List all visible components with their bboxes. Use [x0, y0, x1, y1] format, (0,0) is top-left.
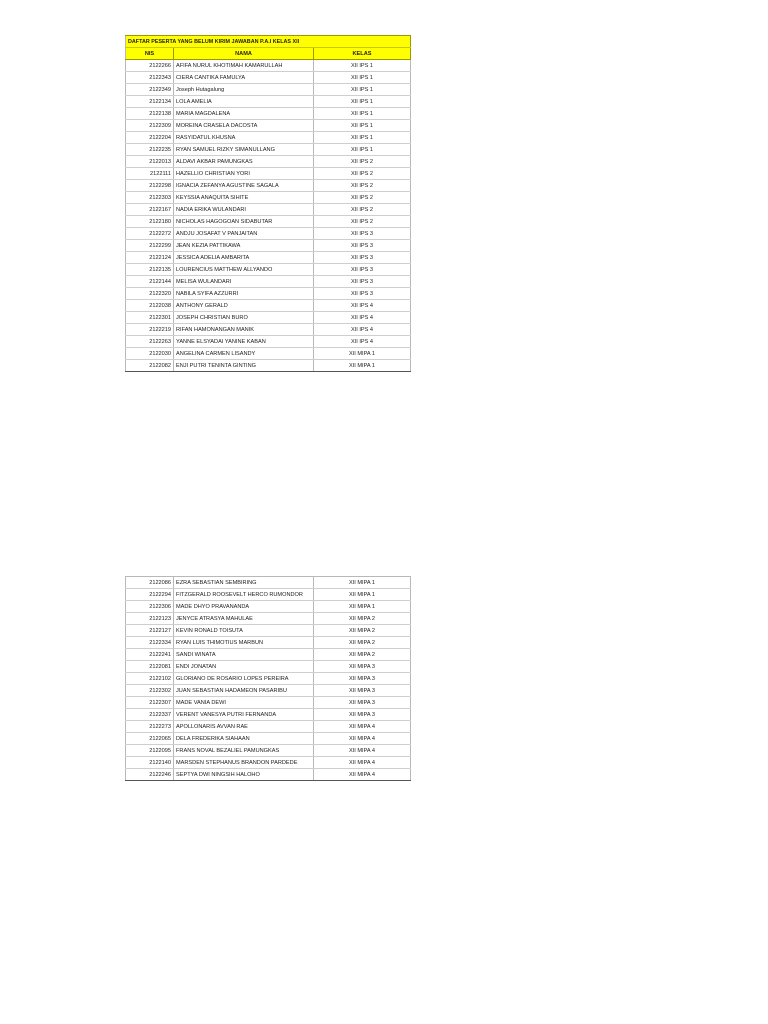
cell-nama: IGNACIA ZEFANYA AGUSTINE SAGALA [174, 180, 314, 192]
cell-kelas: XII IPS 2 [314, 180, 411, 192]
cell-nis: 2122013 [126, 156, 174, 168]
table-row [126, 697, 411, 709]
cell-nama: CIERA CANTIKA FAMULYA [174, 72, 314, 84]
cell-nis: 2122180 [126, 216, 174, 228]
table-row [126, 108, 411, 120]
table-row [126, 348, 411, 360]
cell-nama: ALDAVI AKBAR PAMUNGKAS [174, 156, 314, 168]
table-row [126, 637, 411, 649]
cell-kelas: XII IPS 2 [314, 168, 411, 180]
table-row [126, 84, 411, 96]
cell-nama: RIFAN HAMONANGAN MANIK [174, 324, 314, 336]
cell-kelas: XII MIPA 4 [314, 745, 411, 757]
table-row [126, 312, 411, 324]
cell-kelas: XII IPS 3 [314, 288, 411, 300]
cell-kelas: XII IPS 3 [314, 240, 411, 252]
cell-nama: HAZELLIO CHRISTIAN YORI [174, 168, 314, 180]
cell-nama: JUAN SEBASTIAN HADAMEON PASARIBU [174, 685, 314, 697]
cell-nis: 2122135 [126, 264, 174, 276]
cell-kelas: XII IPS 2 [314, 204, 411, 216]
cell-nis: 2122266 [126, 60, 174, 72]
cell-nama: APOLLONARIS AVVAN RAE [174, 721, 314, 733]
table-row [126, 300, 411, 312]
cell-nis: 2122111 [126, 168, 174, 180]
cell-kelas: XII MIPA 3 [314, 673, 411, 685]
table-row [126, 96, 411, 108]
cell-kelas: XII IPS 1 [314, 120, 411, 132]
table-row [126, 673, 411, 685]
table-row [126, 589, 411, 601]
cell-nama: FRANS NOVAL BEZALIEL PAMUNGKAS [174, 745, 314, 757]
cell-nis: 2122272 [126, 228, 174, 240]
cell-kelas: XII MIPA 1 [314, 348, 411, 360]
cell-kelas: XII IPS 1 [314, 60, 411, 72]
table-row [126, 721, 411, 733]
table-row [126, 324, 411, 336]
table-row [126, 240, 411, 252]
cell-kelas: XII MIPA 2 [314, 625, 411, 637]
cell-nis: 2122246 [126, 769, 174, 781]
cell-nama: SANDI WINATA [174, 649, 314, 661]
cell-kelas: XII MIPA 3 [314, 697, 411, 709]
table-row [126, 649, 411, 661]
cell-nis: 2122299 [126, 240, 174, 252]
cell-kelas: XII MIPA 4 [314, 769, 411, 781]
cell-nis: 2122144 [126, 276, 174, 288]
cell-nama: ANDJU JOSAFAT V PANJAITAN [174, 228, 314, 240]
cell-nis: 2122303 [126, 192, 174, 204]
table-row [126, 216, 411, 228]
cell-nis: 2122334 [126, 637, 174, 649]
cell-nama: RYAN SAMUEL RIZKY SIMANULLANG [174, 144, 314, 156]
table-row [126, 120, 411, 132]
cell-nis: 2122138 [126, 108, 174, 120]
cell-kelas: XII IPS 1 [314, 96, 411, 108]
table-row [126, 144, 411, 156]
table-row [126, 132, 411, 144]
table-row [126, 709, 411, 721]
cell-nis: 2122030 [126, 348, 174, 360]
cell-nama: MELISA WULANDARI [174, 276, 314, 288]
cell-kelas: XII MIPA 3 [314, 661, 411, 673]
cell-nama: MARSDEN STEPHANUS BRANDON PARDEDE [174, 757, 314, 769]
cell-kelas: XII MIPA 1 [314, 601, 411, 613]
student-table-page-2 [125, 576, 411, 781]
table-row [126, 204, 411, 216]
header-kelas: KELAS [314, 48, 411, 60]
cell-kelas: XII IPS 2 [314, 156, 411, 168]
cell-nis: 2122298 [126, 180, 174, 192]
cell-nama: JENYCE ATRASYA MAHULAE [174, 613, 314, 625]
cell-nama: ANGELINA CARMEN LISANDY [174, 348, 314, 360]
cell-nama: MADE DHYO PRAVANANDA [174, 601, 314, 613]
table-row [126, 625, 411, 637]
cell-nis: 2122349 [126, 84, 174, 96]
cell-kelas: XII IPS 1 [314, 108, 411, 120]
cell-nama: KEVIN RONALD TOISUTA [174, 625, 314, 637]
cell-nama: NADIA ERIKA WULANDARI [174, 204, 314, 216]
table-row [126, 288, 411, 300]
cell-nama: JOSEPH CHRISTIAN BURO [174, 312, 314, 324]
cell-nis: 2122140 [126, 757, 174, 769]
cell-kelas: XII IPS 4 [314, 312, 411, 324]
sheet-title: DAFTAR PESERTA YANG BELUM KIRIM JAWABAN P.A.I KELAS XII [126, 36, 411, 48]
table-row [126, 733, 411, 745]
cell-nama: ANTHONY GERALD [174, 300, 314, 312]
table-row [126, 336, 411, 348]
cell-kelas: XII MIPA 3 [314, 685, 411, 697]
cell-nis: 2122134 [126, 96, 174, 108]
table-row [126, 72, 411, 84]
cell-nama: MARIA MAGDALENA [174, 108, 314, 120]
cell-nama: NICHOLAS HAGOGOAN SIDABUTAR [174, 216, 314, 228]
cell-kelas: XII IPS 4 [314, 324, 411, 336]
cell-nis: 2122294 [126, 589, 174, 601]
table-row [126, 601, 411, 613]
cell-nis: 2122038 [126, 300, 174, 312]
cell-nama: SEPTYA DWI NINGSIH HALOHO [174, 769, 314, 781]
cell-nis: 2122337 [126, 709, 174, 721]
cell-nama: AFIFA NURUL KHOTIMAH KAMARULLAH [174, 60, 314, 72]
cell-kelas: XII MIPA 1 [314, 577, 411, 589]
cell-nis: 2122235 [126, 144, 174, 156]
cell-nama: LOURENCIUS MATTHEW ALLYANDO [174, 264, 314, 276]
cell-nama: VERENT VANESYA PUTRI FERNANDA [174, 709, 314, 721]
table-row [126, 360, 411, 372]
table-row [126, 661, 411, 673]
cell-kelas: XII MIPA 2 [314, 649, 411, 661]
cell-nama: EZRA SEBASTIAN SEMBIRING [174, 577, 314, 589]
cell-nis: 2122127 [126, 625, 174, 637]
cell-kelas: XII MIPA 4 [314, 733, 411, 745]
cell-kelas: XII MIPA 2 [314, 637, 411, 649]
cell-nama: RASYIDATUL KHUSNA [174, 132, 314, 144]
table-row [126, 264, 411, 276]
cell-nis: 2122241 [126, 649, 174, 661]
cell-nama: JESSICA ADELIA AMBARITA [174, 252, 314, 264]
column-header-row [126, 48, 411, 60]
cell-nis: 2122302 [126, 685, 174, 697]
cell-nama: JEAN KEZIA PATTIKAWA [174, 240, 314, 252]
cell-nis: 2122320 [126, 288, 174, 300]
cell-kelas: XII IPS 4 [314, 300, 411, 312]
cell-kelas: XII IPS 2 [314, 192, 411, 204]
sheet-title-row [126, 36, 411, 48]
table-row [126, 613, 411, 625]
cell-nis: 2122124 [126, 252, 174, 264]
student-table-page-1 [125, 35, 411, 372]
cell-kelas: XII IPS 1 [314, 132, 411, 144]
cell-nis: 2122307 [126, 697, 174, 709]
cell-nis: 2122065 [126, 733, 174, 745]
cell-kelas: XII MIPA 2 [314, 613, 411, 625]
cell-nis: 2122123 [126, 613, 174, 625]
table-row [126, 685, 411, 697]
cell-nis: 2122082 [126, 360, 174, 372]
table-row [126, 156, 411, 168]
cell-kelas: XII IPS 3 [314, 276, 411, 288]
cell-kelas: XII MIPA 4 [314, 757, 411, 769]
cell-kelas: XII IPS 1 [314, 144, 411, 156]
cell-kelas: XII IPS 4 [314, 336, 411, 348]
cell-kelas: XII MIPA 3 [314, 709, 411, 721]
table-row [126, 276, 411, 288]
cell-nama: DELA FREDERIKA SIAHAAN [174, 733, 314, 745]
cell-nis: 2122167 [126, 204, 174, 216]
cell-nis: 2122301 [126, 312, 174, 324]
cell-nama: NABILA SYIFA AZZURRI [174, 288, 314, 300]
table-row [126, 180, 411, 192]
table-row [126, 252, 411, 264]
table-row [126, 228, 411, 240]
cell-nis: 2122273 [126, 721, 174, 733]
cell-kelas: XII IPS 3 [314, 264, 411, 276]
table-row [126, 168, 411, 180]
cell-nis: 2122086 [126, 577, 174, 589]
header-nis: NIS [126, 48, 174, 60]
cell-nis: 2122204 [126, 132, 174, 144]
cell-kelas: XII IPS 1 [314, 84, 411, 96]
cell-nama: MOREINA CRASELA DACOSTA [174, 120, 314, 132]
cell-nama: RYAN LUIS THIMOTIUS MARBUN [174, 637, 314, 649]
cell-nis: 2122102 [126, 673, 174, 685]
table-row [126, 757, 411, 769]
table-row [126, 769, 411, 781]
cell-nama: Joseph Hutagalung [174, 84, 314, 96]
header-nama: NAMA [174, 48, 314, 60]
cell-kelas: XII IPS 2 [314, 216, 411, 228]
cell-nama: LOLA AMELIA [174, 96, 314, 108]
cell-nama: ENDI JONATAN [174, 661, 314, 673]
cell-nis: 2122219 [126, 324, 174, 336]
table-row [126, 745, 411, 757]
cell-nis: 2122095 [126, 745, 174, 757]
cell-kelas: XII IPS 3 [314, 228, 411, 240]
cell-kelas: XII MIPA 1 [314, 589, 411, 601]
cell-nama: KEYSSIA ANAQUITA SIHITE [174, 192, 314, 204]
cell-nis: 2122343 [126, 72, 174, 84]
cell-kelas: XII IPS 1 [314, 72, 411, 84]
cell-nama: YANNE ELSYADAI YANINE KABAN [174, 336, 314, 348]
cell-nama: MADE VANIA DEWI [174, 697, 314, 709]
cell-nama: GLORIANO DE ROSARIO LOPES PEREIRA [174, 673, 314, 685]
table-row [126, 577, 411, 589]
cell-kelas: XII MIPA 4 [314, 721, 411, 733]
cell-nis: 2122309 [126, 120, 174, 132]
table-row [126, 192, 411, 204]
cell-kelas: XII MIPA 1 [314, 360, 411, 372]
cell-nis: 2122306 [126, 601, 174, 613]
cell-nis: 2122081 [126, 661, 174, 673]
cell-nama: FITZGERALD ROOSEVELT HERCO RUMONDOR [174, 589, 314, 601]
cell-kelas: XII IPS 3 [314, 252, 411, 264]
cell-nis: 2122263 [126, 336, 174, 348]
table-row [126, 60, 411, 72]
cell-nama: ENJI PUTRI TENINTA GINTING [174, 360, 314, 372]
